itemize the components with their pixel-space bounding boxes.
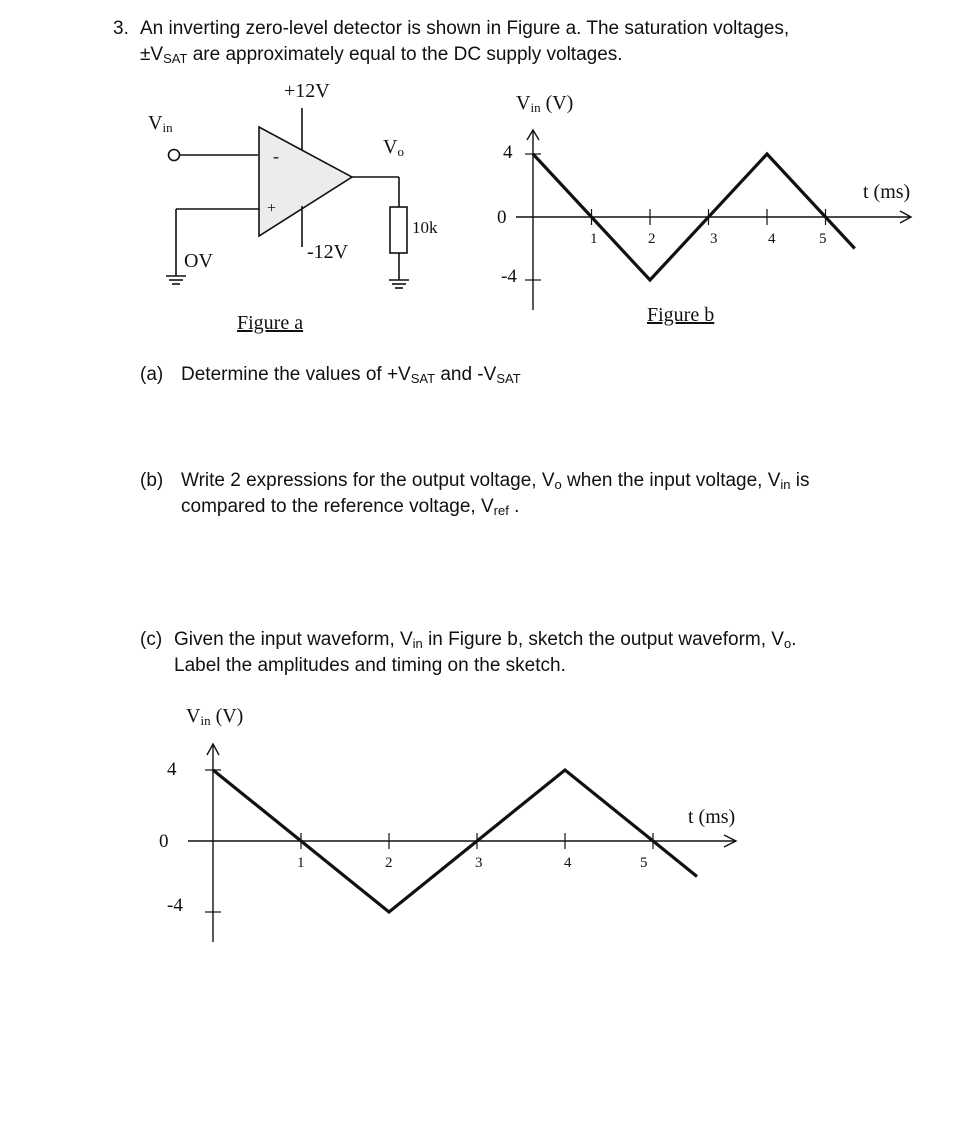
vo-label: $V_o$ bbox=[383, 136, 404, 159]
figure-b-xtick-1: 1 bbox=[590, 231, 598, 247]
sketch-xtick-2: 2 bbox=[385, 855, 393, 871]
minus-supply-label: -12V bbox=[307, 241, 349, 263]
figure-b-xtick-2: 2 bbox=[648, 231, 656, 247]
part-a-label: (a) bbox=[140, 364, 164, 385]
figure-b-ytick-4: 4 bbox=[503, 142, 513, 163]
figure-b-caption: Figure b bbox=[647, 304, 715, 326]
part-c-line-1: Given the input waveform, $V_{in}$ in Figure b, sketch the output waveform, $V_o$. bbox=[174, 629, 797, 651]
figure-b-ytick-0: 0 bbox=[497, 207, 507, 228]
figure-b-xlabel: t (ms) bbox=[863, 181, 911, 203]
sketch-xlabel: t (ms) bbox=[688, 806, 736, 828]
figure-b-ylabel: $V_{in}$ (V) bbox=[516, 92, 574, 115]
sketch-xtick-4: 4 bbox=[564, 855, 572, 871]
sketch-ylabel: $V_{in}$ (V) bbox=[186, 705, 244, 728]
sketch-ytick-neg4: -4 bbox=[167, 895, 183, 916]
sketch-ytick-0: 0 bbox=[159, 831, 169, 852]
figure-b-xtick-5: 5 bbox=[819, 231, 827, 247]
sketch-xtick-5: 5 bbox=[640, 855, 648, 871]
ground-label: OV bbox=[184, 250, 213, 272]
part-c-line-2: Label the amplitudes and timing on the sketch. bbox=[174, 655, 566, 676]
figure-b-xtick-3: 3 bbox=[710, 231, 718, 247]
resistor-label: 10k bbox=[412, 218, 438, 237]
question-line-2: $\pm V_{SAT}$ are approximately equal to the DC supply voltages. bbox=[140, 44, 623, 66]
question-line-1: An inverting zero-level detector is shown in Figure a. The saturation voltages, bbox=[140, 18, 790, 39]
plus-supply-label: +12V bbox=[284, 80, 330, 102]
part-b-line-1: Write 2 expressions for the output voltage, $V_o$ when the input voltage, $V_{in}$ is bbox=[181, 470, 810, 492]
figure-a-caption: Figure a bbox=[237, 312, 304, 334]
part-b-label: (b) bbox=[140, 470, 164, 491]
part-a-text: Determine the values of $+V_{SAT}$ and $-V_{SAT}$ bbox=[181, 364, 521, 386]
question-number: 3. bbox=[113, 18, 129, 39]
figure-b-xtick-4: 4 bbox=[768, 231, 776, 247]
sketch-xtick-3: 3 bbox=[475, 855, 483, 871]
inverting-input-sign: - bbox=[273, 146, 279, 166]
vin-label: $V_{in}$ bbox=[148, 112, 173, 135]
figure-b-ytick-neg4: -4 bbox=[501, 266, 517, 287]
sketch-xtick-1: 1 bbox=[297, 855, 305, 871]
sketch-ytick-4: 4 bbox=[167, 759, 177, 780]
part-b-line-2: compared to the reference voltage, $V_{ref}$ . bbox=[181, 496, 520, 518]
part-c-label: (c) bbox=[140, 629, 163, 650]
noninverting-input-sign: + bbox=[267, 200, 277, 217]
